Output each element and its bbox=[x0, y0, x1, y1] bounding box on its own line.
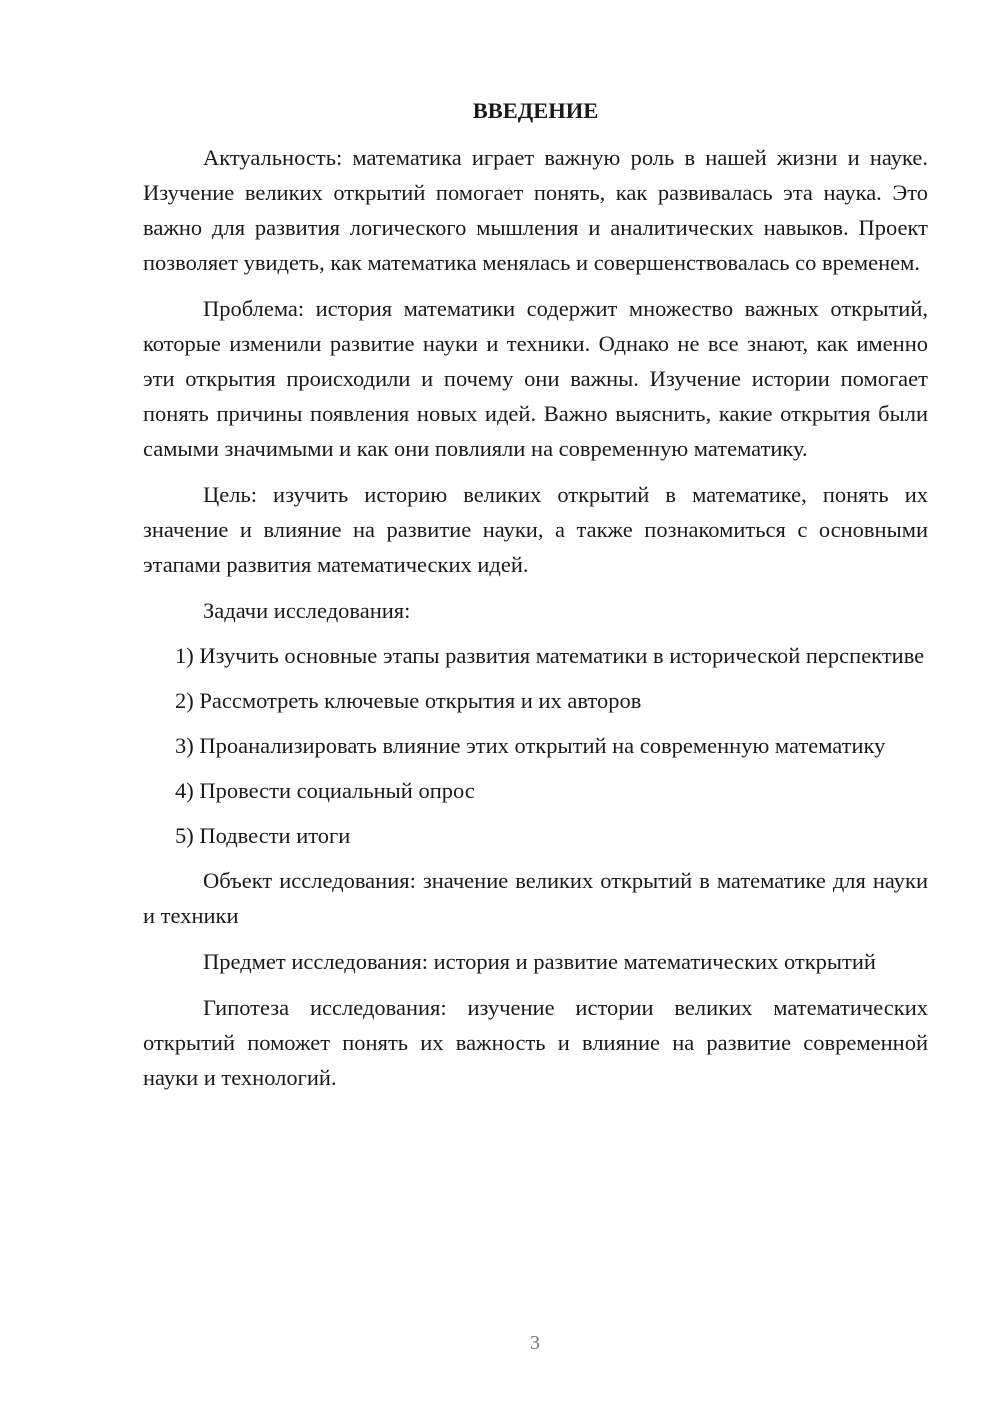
section-title: ВВЕДЕНИЕ bbox=[472, 98, 599, 123]
task-item: 2) Рассмотреть ключевые открытия и их авторов bbox=[175, 688, 642, 713]
task-item: 1) Изучить основные этапы развития математики в исторической перспективе bbox=[175, 643, 925, 668]
task-item: 4) Провести социальный опрос bbox=[175, 778, 475, 803]
subject-paragraph: Предмет исследования: история и развитие математических открытий bbox=[203, 949, 876, 974]
page-number: 3 bbox=[530, 1332, 540, 1354]
problem-paragraph: Проблема: история математики содержит множество важных открытий, которые изменили развитие науки и техники. Однако не все знают, как именно эти открытия происходили и почему они важны. Изучение истории помогает понять причины появления новых идей. Важно выяснить, какие открытия были самыми значимыми и как они повлияли на современную математику. bbox=[143, 296, 928, 461]
hypothesis-paragraph: Гипотеза исследования: изучение истории великих математических открытий поможет понять их важность и влияние на развитие современной науки и технологий. bbox=[143, 995, 928, 1090]
object-paragraph: Объект исследования: значение великих открытий в математике для науки и техники bbox=[143, 868, 928, 928]
goal-paragraph: Цель: изучить историю великих открытий в математике, понять их значение и влияние на развитие науки, а также познакомиться с основными этапами развития математических идей. bbox=[143, 482, 928, 577]
task-item: 5) Подвести итоги bbox=[175, 823, 351, 848]
relevance-paragraph: Актуальность: математика играет важную роль в нашей жизни и науке. Изучение великих открытий помогает понять, как развивалась эта наука. Это важно для развития логического мышления и аналитических навыков. Проект позволяет увидеть, как математика менялась и совершенствовалась со временем. bbox=[143, 145, 928, 275]
tasks-heading: Задачи исследования: bbox=[203, 598, 411, 623]
document-page bbox=[143, 96, 928, 1106]
task-item: 3) Проанализировать влияние этих открытий на современную математику bbox=[175, 733, 886, 758]
